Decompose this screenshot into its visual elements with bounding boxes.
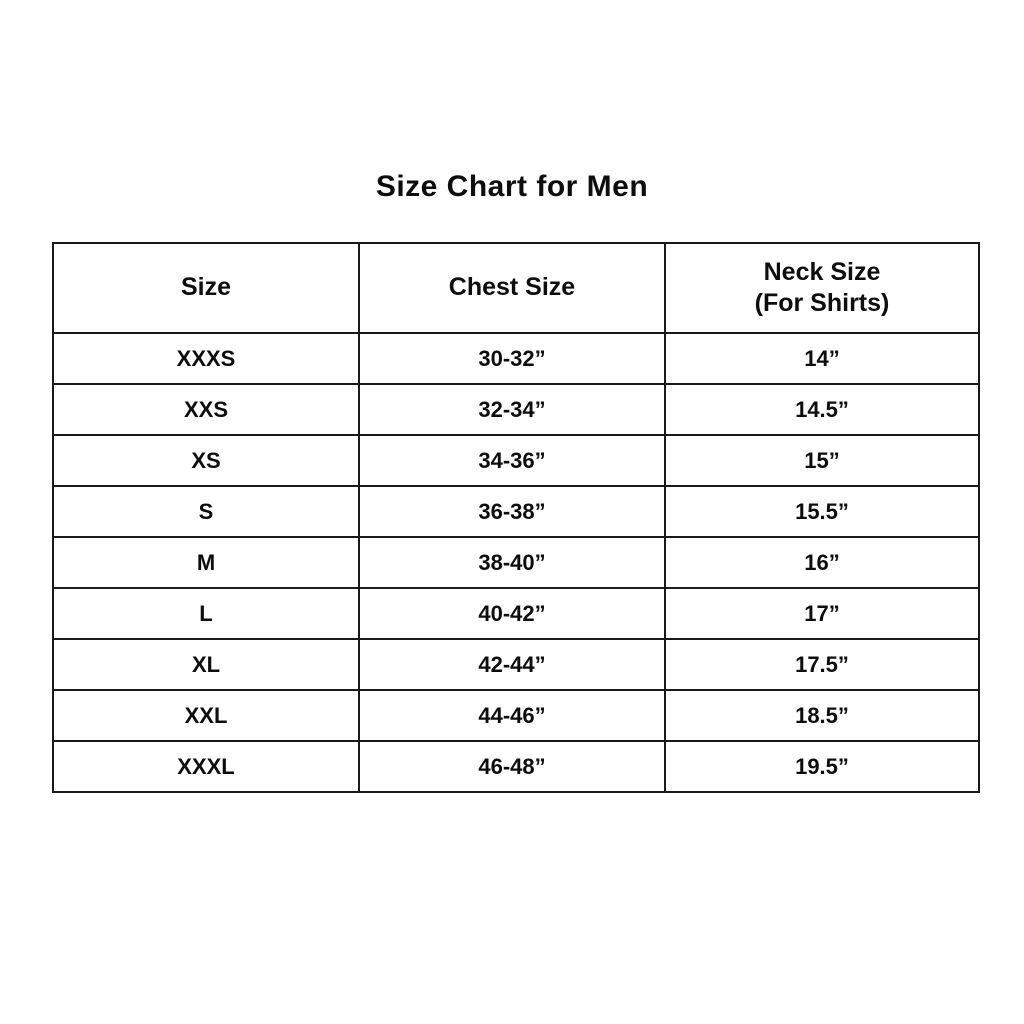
header-row [53, 243, 979, 333]
cell-neck: 17.5” [665, 639, 979, 690]
cell-neck: 18.5” [665, 690, 979, 741]
header-sublabel: (For Shirts) [754, 289, 890, 317]
cell-neck: 19.5” [665, 741, 979, 792]
header-cell-neck-size [665, 243, 979, 333]
cell-chest: 46-48” [359, 741, 665, 792]
cell-size: XS [53, 435, 359, 486]
header-cell-size [53, 243, 359, 333]
cell-chest: 42-44” [359, 639, 665, 690]
cell-size: S [53, 486, 359, 537]
cell-neck: 16” [665, 537, 979, 588]
header-label: Chest Size [448, 273, 576, 302]
size-chart-table [52, 242, 980, 793]
cell-neck: 15” [665, 435, 979, 486]
cell-neck: 14.5” [665, 384, 979, 435]
cell-chest: 30-32” [359, 333, 665, 384]
cell-size: XXL [53, 690, 359, 741]
cell-chest: 44-46” [359, 690, 665, 741]
table-row [53, 639, 979, 690]
table-row [53, 690, 979, 741]
cell-neck: 15.5” [665, 486, 979, 537]
table-row [53, 384, 979, 435]
cell-chest: 34-36” [359, 435, 665, 486]
cell-chest: 38-40” [359, 537, 665, 588]
cell-size: XXXS [53, 333, 359, 384]
table-row [53, 588, 979, 639]
cell-chest: 32-34” [359, 384, 665, 435]
header-label: Size [180, 273, 232, 302]
page-title: Size Chart for Men [375, 170, 649, 203]
cell-chest: 40-42” [359, 588, 665, 639]
table-row [53, 486, 979, 537]
cell-neck: 14” [665, 333, 979, 384]
table-row [53, 741, 979, 792]
header-label: Neck Size [763, 257, 881, 286]
table-row [53, 435, 979, 486]
table-row [53, 537, 979, 588]
cell-size: XL [53, 639, 359, 690]
header-cell-chest-size [359, 243, 665, 333]
cell-neck: 17” [665, 588, 979, 639]
cell-size: XXS [53, 384, 359, 435]
cell-size: L [53, 588, 359, 639]
table-row [53, 333, 979, 384]
cell-chest: 36-38” [359, 486, 665, 537]
cell-size: M [53, 537, 359, 588]
cell-size: XXXL [53, 741, 359, 792]
